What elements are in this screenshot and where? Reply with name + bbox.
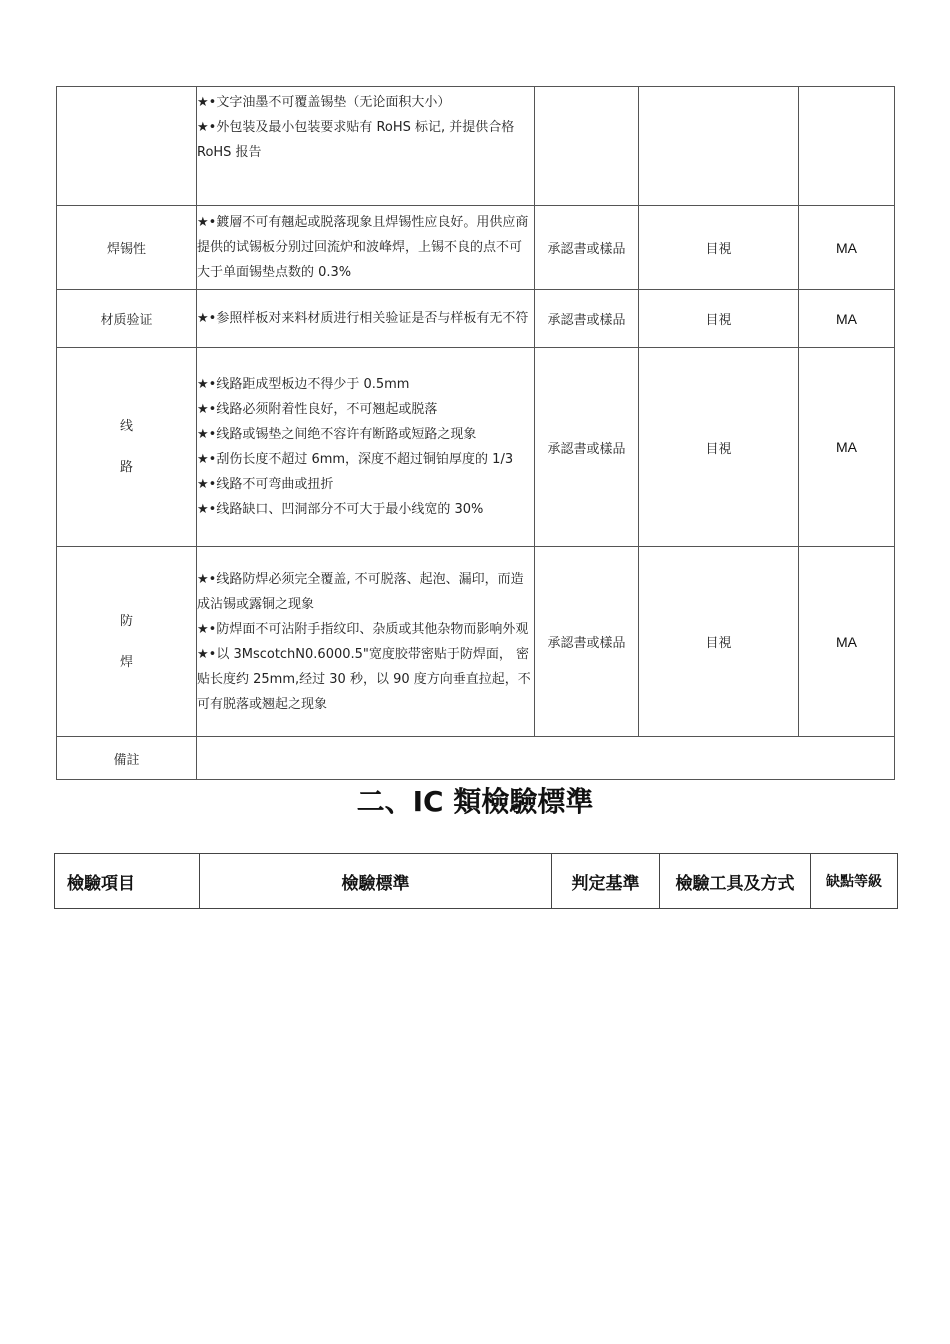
tool-cell: 目視 — [639, 547, 799, 737]
header-criterion: 判定基準 — [552, 854, 660, 909]
header-inspection-standard: 檢驗標準 — [200, 854, 552, 909]
tool-cell — [639, 87, 799, 206]
criterion-cell: 承認書或樣品 — [535, 348, 639, 547]
inspection-standard-cell — [197, 206, 535, 290]
criterion-cell — [535, 87, 639, 206]
standard-line: ★•线路不可弯曲或扭折 — [197, 477, 334, 492]
inspection-standard-cell — [197, 348, 535, 547]
table-header-row — [55, 854, 898, 909]
inspection-item-cell: 焊锡性 — [57, 206, 197, 290]
standard-line: ★•文字油墨不可覆盖锡垫（无论面积大小） — [197, 95, 451, 110]
table-row — [57, 87, 895, 206]
standard-line: ★•防焊面不可沾附手指纹印、杂质或其他杂物而影响外观 — [197, 621, 529, 637]
item-char: 防 — [119, 613, 133, 629]
standard-line: ★•以 3MscotchN0.6000.5"宽度胶带密贴于防焊面， 密贴长度约 25mm,经过 30 秒，以 90 度方向垂直拉起，不可有脱落或翘起之现象 — [197, 646, 531, 712]
inspection-standard-cell — [197, 290, 535, 348]
grade-cell: MA — [799, 290, 895, 348]
ic-standards-header-table — [54, 853, 898, 909]
item-char: 线 — [119, 419, 133, 434]
header-tool: 檢驗工具及方式 — [660, 854, 811, 909]
section-title: 二、IC 類檢驗標準 — [356, 785, 594, 818]
header-defect-grade: 缺點等級 — [811, 854, 898, 909]
standard-line: ★•参照样板对来料材质进行相关验证是否与样板有无不符 — [197, 311, 529, 326]
inspection-item-cell: 材质验证 — [57, 290, 197, 348]
table-row — [57, 348, 895, 547]
tool-cell: 目視 — [639, 206, 799, 290]
item-char: 焊 — [119, 654, 133, 670]
inspection-item-cell — [57, 87, 197, 206]
grade-cell: MA — [799, 206, 895, 290]
criterion-cell: 承認書或樣品 — [535, 290, 639, 348]
table-row — [57, 206, 895, 290]
standard-line: ★•外包装及最小包装要求贴有 RoHS 标记, 并提供合格 RoHS 报告 — [197, 120, 515, 160]
tool-cell: 目視 — [639, 348, 799, 547]
grade-cell: MA — [799, 547, 895, 737]
table-row — [57, 737, 895, 780]
inspection-item-cell — [57, 348, 197, 547]
grade-cell: MA — [799, 348, 895, 547]
standard-line: ★•线路缺口、凹洞部分不可大于最小线宽的 30% — [197, 502, 484, 517]
criterion-cell: 承認書或樣品 — [535, 547, 639, 737]
standard-line: ★•线路防焊必须完全覆盖, 不可脱落、起泡、漏印，而造成沾锡或露铜之现象 — [197, 571, 524, 612]
standard-line: ★•线路距成型板边不得少于 0.5mm — [197, 377, 410, 392]
inspection-item-cell — [57, 547, 197, 737]
table-row — [57, 290, 895, 348]
standard-line: ★•线路必须附着性良好，不可翘起或脱落 — [197, 402, 438, 417]
inspection-standards-table — [56, 86, 895, 780]
remarks-label: 備註 — [57, 737, 197, 780]
table-row — [57, 547, 895, 737]
inspection-standard-cell — [197, 87, 535, 206]
item-char: 路 — [119, 460, 133, 475]
inspection-standard-cell — [197, 547, 535, 737]
standard-line: ★•刮伤长度不超过 6mm，深度不超过铜铂厚度的 1/3 — [197, 452, 514, 467]
remarks-cell — [197, 737, 895, 780]
standard-line: ★•线路或锡垫之间绝不容许有断路或短路之现象 — [197, 427, 477, 442]
standard-line: ★•鍍層不可有翹起或脱落现象且焊锡性应良好。用供应商提供的试锡板分别过回流炉和波峰焊，上锡不良的点不可大于单面锡垫点数的 0.3% — [197, 215, 529, 280]
grade-cell — [799, 87, 895, 206]
header-inspection-item: 檢驗項目 — [55, 854, 200, 909]
tool-cell: 目視 — [639, 290, 799, 348]
criterion-cell: 承認書或樣品 — [535, 206, 639, 290]
